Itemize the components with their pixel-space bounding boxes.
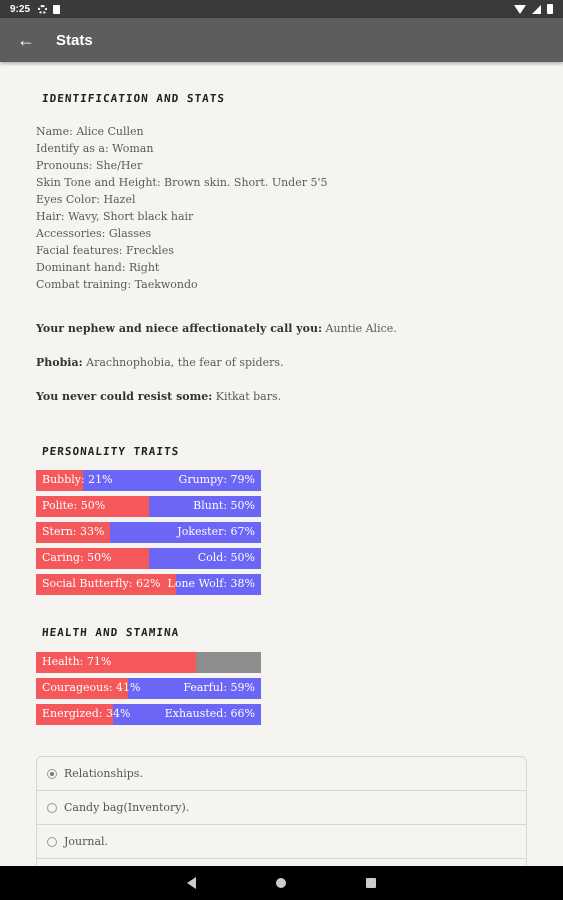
id-line: Eyes Color: Hazel xyxy=(36,193,136,206)
sd-card-icon xyxy=(53,5,60,14)
radio-unchecked-icon xyxy=(47,803,57,813)
identification-title: IDENTIFICATION AND STATS xyxy=(41,92,226,105)
menu-item-partial[interactable] xyxy=(37,859,526,866)
menu-item-candy-bag[interactable] xyxy=(37,791,526,825)
status-time: 9:25 xyxy=(10,3,31,15)
menu-item-journal[interactable] xyxy=(37,825,526,859)
health-title: HEALTH AND STAMINA xyxy=(41,626,180,639)
trait-bar-stern xyxy=(36,522,261,543)
cell-signal-icon xyxy=(532,5,541,14)
trait-right-label: Blunt: 50% xyxy=(193,499,255,512)
stats-content[interactable] xyxy=(0,62,563,866)
settings-gear-icon xyxy=(38,5,47,14)
id-line: Skin Tone and Height: Brown skin. Short. Under 5'5 xyxy=(36,176,328,189)
health-label: Health: 71% xyxy=(42,655,112,668)
fact-value: Kitkat bars. xyxy=(212,390,282,403)
app-bar xyxy=(0,18,563,62)
courage-left-label: Courageous: 41% xyxy=(42,681,141,694)
system-nav-bar xyxy=(0,866,563,900)
energy-right-label: Exhausted: 66% xyxy=(164,707,255,720)
trait-left-label: Bubbly: 21% xyxy=(42,473,113,486)
fact-value: Auntie Alice. xyxy=(322,322,397,335)
arrow-left-icon: ← xyxy=(17,29,35,50)
battery-icon xyxy=(547,4,553,14)
id-line: Identify as a: Woman xyxy=(36,142,154,155)
id-line: Hair: Wavy, Short black hair xyxy=(36,210,194,223)
id-line: Dominant hand: Right xyxy=(36,261,160,274)
radio-unchecked-icon xyxy=(47,837,57,847)
id-line: Pronouns: She/Her xyxy=(36,159,143,172)
trait-bar-bubbly xyxy=(36,470,261,491)
id-line: Facial features: Freckles xyxy=(36,244,174,257)
nav-back-icon[interactable] xyxy=(187,877,196,889)
stats-menu xyxy=(36,756,527,866)
back-button[interactable] xyxy=(6,18,46,62)
radio-checked-icon xyxy=(47,769,57,779)
nav-home-icon[interactable] xyxy=(276,878,286,888)
fact-value: Arachnophobia, the fear of spiders. xyxy=(82,356,284,369)
nickname-fact xyxy=(36,320,397,337)
courage-right-label: Fearful: 59% xyxy=(183,681,255,694)
trait-right-label: Cold: 50% xyxy=(197,551,255,564)
courage-bar xyxy=(36,678,261,699)
menu-item-label: Relationships. xyxy=(64,767,143,780)
weakness-fact xyxy=(36,388,281,405)
energy-left-label: Energized: 34% xyxy=(42,707,131,720)
trait-left-label: Stern: 33% xyxy=(42,525,105,538)
trait-left-label: Polite: 50% xyxy=(42,499,106,512)
id-line: Accessories: Glasses xyxy=(36,227,152,240)
trait-bar-caring xyxy=(36,548,261,569)
trait-right-label: Lone Wolf: 38% xyxy=(167,577,255,590)
trait-right-label: Grumpy: 79% xyxy=(178,473,255,486)
trait-bar-social-butterfly xyxy=(36,574,261,595)
health-bar xyxy=(36,652,261,673)
trait-left-label: Social Butterfly: 62% xyxy=(42,577,161,590)
id-line: Combat training: Taekwondo xyxy=(36,278,198,291)
trait-bar-polite xyxy=(36,496,261,517)
fact-label: Your nephew and niece affectionately call you: xyxy=(36,322,323,335)
menu-item-relationships[interactable] xyxy=(37,757,526,791)
nav-recents-icon[interactable] xyxy=(366,878,376,888)
fact-label: You never could resist some: xyxy=(36,390,213,403)
wifi-icon xyxy=(514,5,526,14)
fact-label: Phobia: xyxy=(36,356,83,369)
trait-right-label: Jokester: 67% xyxy=(177,525,255,538)
phobia-fact xyxy=(36,354,284,371)
personality-title: PERSONALITY TRAITS xyxy=(41,445,180,458)
id-line: Name: Alice Cullen xyxy=(36,125,144,138)
trait-left-label: Caring: 50% xyxy=(42,551,112,564)
menu-item-label: Candy bag(Inventory). xyxy=(64,801,190,814)
page-title: Stats xyxy=(56,31,93,49)
menu-item-label: Journal. xyxy=(64,835,109,848)
energy-bar xyxy=(36,704,261,725)
status-bar xyxy=(0,0,563,18)
